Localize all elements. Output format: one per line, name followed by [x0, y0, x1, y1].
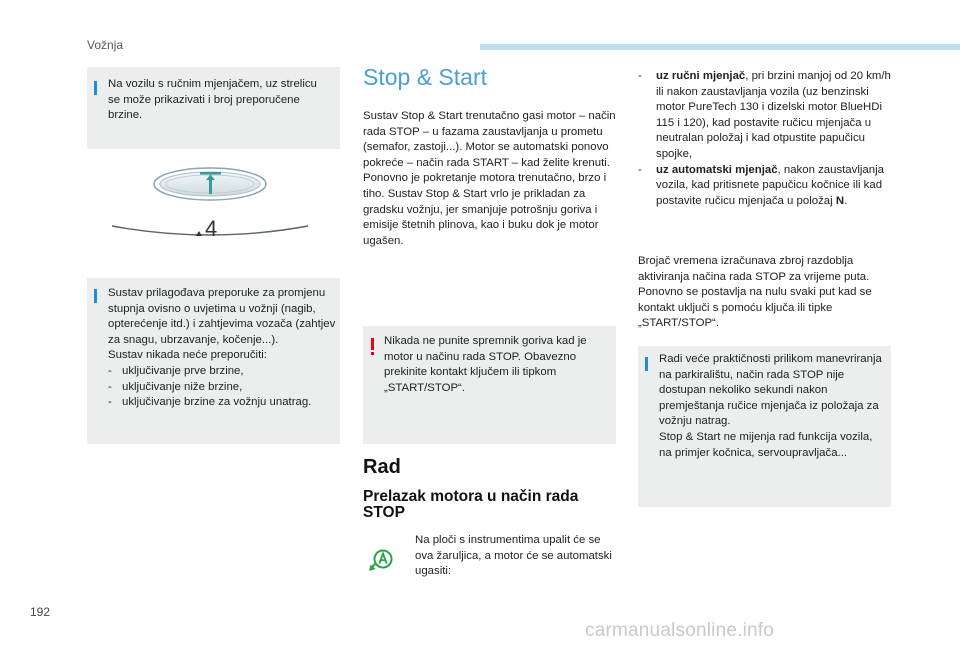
condition-automatic: - uz automatski mjenjač, nakon zaustavljanja vozila, kad pritisnete papučicu kočnice ili kad postavite ručicu mjenjača u položaj N. — [638, 163, 884, 207]
counter-paragraph: Brojač vremena izračunava zbroj razdoblja aktiviranja načina rada STOP za vrijeme puta. Ponovno se postavlja na nulu svaki put kad se kontakt uključi s pomoću ključa ili tipke „START/STOP“. — [638, 255, 872, 330]
section-title: Stop & Start — [363, 64, 488, 90]
intro-paragraph: Sustav Stop & Start trenutačno gasi motor – način rada STOP – u fazama zaustavljanja u prometu (semafor, zastoji...). Motor se automatski ponovo pokreće – način rada START – kad želite krenuti. Ponovno je pokretanje motora trenutačno, brzo i tiho. Sustav Stop & Start vrlo je prikladan za gradsku vožnju, jer smanjuje potrošnju goriva i emisije štetnih plinova, kao i buku dok je motor ugašen. — [363, 110, 616, 247]
watermark: carmanualsonline.info — [585, 620, 775, 641]
note3-line-1: Radi veće praktičnosti prilikom manevriranja na parkiralištu, način rada STOP nije dostupan nekoliko sekundi nakon premještanja ručice mjenjača iz položaja za vožnju natrag. — [659, 353, 882, 428]
info-note-1-text: Na vozilu s ručnim mjenjačem, uz strelicu se može prikazivati i broj preporučene brzine. — [108, 78, 317, 122]
condition-manual: - uz ručni mjenjač, pri brzini manjoj od 20 km/h ili nakon zaustavljanja vozila (uz benzinski motor PureTech 130 i dizelski motor BlueHDi 115 i 120), kad postavite ručicu mjenjača u neutralan položaj i kad otpustite papučicu spojke, — [638, 70, 891, 160]
note2-line-1: Sustav prilagođava preporuke za promjenu stupnja ovisno o uvjetima u vožnji (nagib, opterećenje itd.) i zahtjevima vozača (zahtjev za snagu, ubrzavanje, kočenje...). — [108, 287, 336, 346]
info-marker — [645, 357, 648, 371]
info-note-3-text — [659, 352, 888, 461]
note2-line-2: Sustav nikada neće preporučiti: — [108, 349, 267, 362]
subheading-stop: Prelazak motora u način rada STOP — [363, 488, 579, 521]
stop-start-a-icon — [368, 545, 398, 573]
info-note-1 — [87, 67, 340, 149]
note2-item: - uključivanje brzine za vožnju unatrag. — [108, 396, 312, 409]
info-note-2 — [87, 278, 340, 444]
gear-indicator-illustration — [110, 164, 310, 242]
note2-item: - uključivanje niže brzine, — [108, 380, 243, 393]
info-note-2-text — [108, 286, 336, 411]
warning-text: Nikada ne punite spremnik goriva kad je motor u načinu rada STOP. Obavezno prekinite kontakt ključem ili tipkom „START/STOP“. — [384, 335, 587, 394]
gear-number: 4 — [205, 216, 218, 241]
header-bar — [480, 44, 960, 50]
heading-rad: Rad — [363, 456, 401, 478]
warning-icon-dot — [371, 352, 374, 355]
info-note-3 — [638, 346, 891, 507]
note2-item: - uključivanje prve brzine, — [108, 364, 244, 377]
page-number: 192 — [30, 605, 51, 619]
warning-note — [363, 326, 616, 444]
conditions-list — [638, 69, 896, 209]
section-header: Vožnja — [87, 38, 124, 52]
warning-icon — [371, 338, 374, 350]
note3-line-2: Stop & Start ne mijenja rad funkcija vozila, na primjer kočnica, servoupravljača... — [659, 430, 873, 459]
info-marker — [94, 81, 97, 95]
info-marker — [94, 289, 97, 303]
indicator-text: Na ploči s instrumentima upalit će se ova žaruljica, a motor će se automatski ugasiti: — [415, 534, 612, 578]
